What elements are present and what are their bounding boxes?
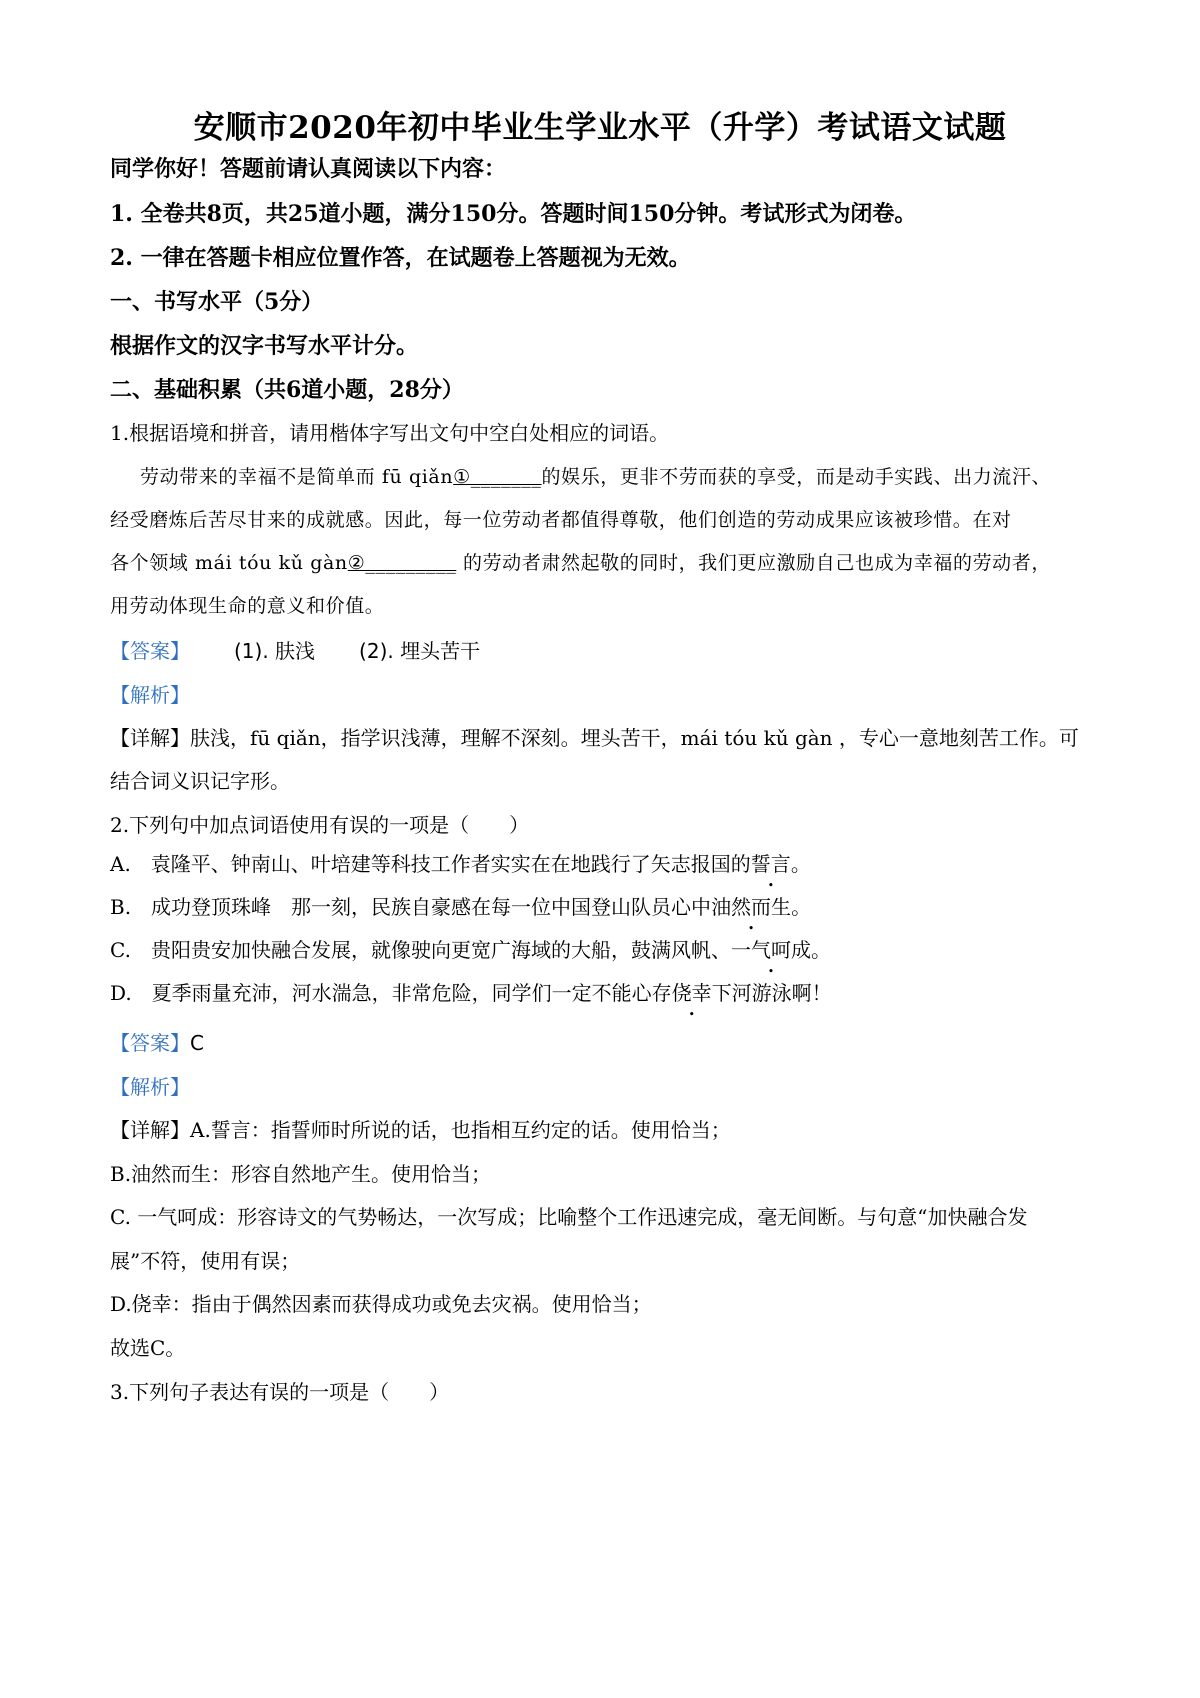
option-text: 。 [810, 938, 831, 962]
q3-stem: 3.下列句子表达有误的一项是（ ） [110, 1380, 450, 1404]
dotted-word: 油然而生 [711, 895, 792, 919]
q2-detail-c-line-1: C. 一气呵成：形容诗文的气势畅达，一次写成；比喻整个工作迅速完成，毫无间断。与句意“加快融合发 [110, 1205, 1028, 1229]
q1-passage-text: 劳动带来的幸福不是简单而 fū qiǎn [140, 466, 454, 488]
analysis-label: 【解析】 [110, 1075, 190, 1099]
option-text: 。 [791, 895, 812, 919]
q1-passage-text: 的劳动者肃然起敬的同时，我们更应激励自己也成为幸福的劳动者， [456, 552, 1051, 574]
q2-stem: 2.下列句中加点词语使用有误的一项是（ ） [110, 813, 530, 837]
dotted-word: 誓言 [750, 852, 791, 876]
page-title: 安顺市2020年初中毕业生学业水平（升学）考试语文试题 [193, 110, 1007, 146]
section-1-heading: 一、书写水平（5分） [110, 289, 324, 315]
q2-option-b [110, 891, 811, 920]
section-1-body: 根据作文的汉字书写水平计分。 [110, 333, 419, 359]
q2-detail-c-line-2: 展”不符，使用有误； [110, 1249, 301, 1273]
q2-detail-a: 【详解】A.誓言：指誓师时所说的话，也指相互约定的话。使用恰当； [110, 1118, 731, 1142]
option-text: C. 贵阳贵安加快融合发展，就像驶向更宽广海域的大船，鼓满风帆、 [110, 938, 731, 962]
option-text: A. 袁隆平、钟南山、叶培建等科技工作者实实在在地践行了矢志报国的 [110, 852, 751, 876]
q1-passage-line-1 [140, 462, 1051, 489]
q1-answer-line [110, 635, 480, 664]
q2-detail-b: B.油然而生：形容自然地产生。使用恰当； [110, 1162, 492, 1186]
q2-answer-line [110, 1027, 204, 1056]
intro-rule-1: 1. 全卷共8页，共25道小题，满分150分。答题时间150分钟。考试形式为闭卷。 [110, 201, 917, 227]
q1-stem: 1.根据语境和拼音，请用楷体字写出文句中空白处相应的词语。 [110, 421, 670, 445]
q1-blank-1: ①_______ [453, 466, 542, 488]
q1-blank-2: ②_________ [347, 552, 457, 574]
q1-answer-1: (1). 肤浅 [234, 639, 316, 663]
q2-answer: C [190, 1031, 204, 1055]
analysis-label: 【解析】 [110, 683, 190, 707]
q2-option-d [110, 977, 832, 1006]
q1-passage-text: 的娱乐，更非不劳而获的享受，而是动手实践、出力流汗、 [541, 466, 1052, 488]
q1-passage-line-3 [110, 548, 1051, 575]
intro-rule-2: 2. 一律在答题卡相应位置作答，在试题卷上答题视为无效。 [110, 245, 691, 271]
option-text: D. 夏季雨量充沛，河水湍急，非常危险，同学们一定不能心存 [110, 981, 672, 1005]
option-text: B. 成功登顶珠峰 那一刻，民族自豪感在每一位中国登山队员心中 [110, 895, 712, 919]
q1-passage-line-2: 经受磨炼后苦尽甘来的成就感。因此，每一位劳动者都值得尊敬，他们创造的劳动成果应该被珍惜。在对 [110, 509, 1012, 531]
answer-label: 【答案】 [110, 639, 190, 663]
q2-conclusion: 故选C。 [110, 1336, 186, 1360]
q1-detail-line-1: 【详解】肤浅，fū qiǎn，指学识浅薄，理解不深刻。埋头苦干，mái tóu kǔ gàn ，专心一意地刻苦工作。可 [110, 726, 1079, 750]
option-text: 。 [790, 852, 811, 876]
section-2-heading: 二、基础积累（共6道小题，28分） [110, 377, 464, 403]
answer-label: 【答案】 [110, 1031, 190, 1055]
q1-detail-line-2: 结合词义识记字形。 [110, 769, 290, 793]
q1-passage-text: 各个领域 mái tóu kǔ gàn [110, 552, 348, 574]
dotted-word: 侥幸 [671, 981, 712, 1005]
q2-option-a [110, 848, 811, 877]
q1-answer-2: (2). 埋头苦干 [359, 639, 481, 663]
q2-detail-d: D.侥幸：指由于偶然因素而获得成功或免去灾祸。使用恰当； [110, 1292, 652, 1316]
intro-greeting: 同学你好！答题前请认真阅读以下内容： [110, 156, 507, 182]
q2-option-c [110, 934, 831, 963]
q1-passage-line-4: 用劳动体现生命的意义和价值。 [110, 595, 385, 617]
dotted-word: 一气呵成 [730, 938, 811, 962]
option-text: 下河游泳啊！ [711, 981, 832, 1005]
